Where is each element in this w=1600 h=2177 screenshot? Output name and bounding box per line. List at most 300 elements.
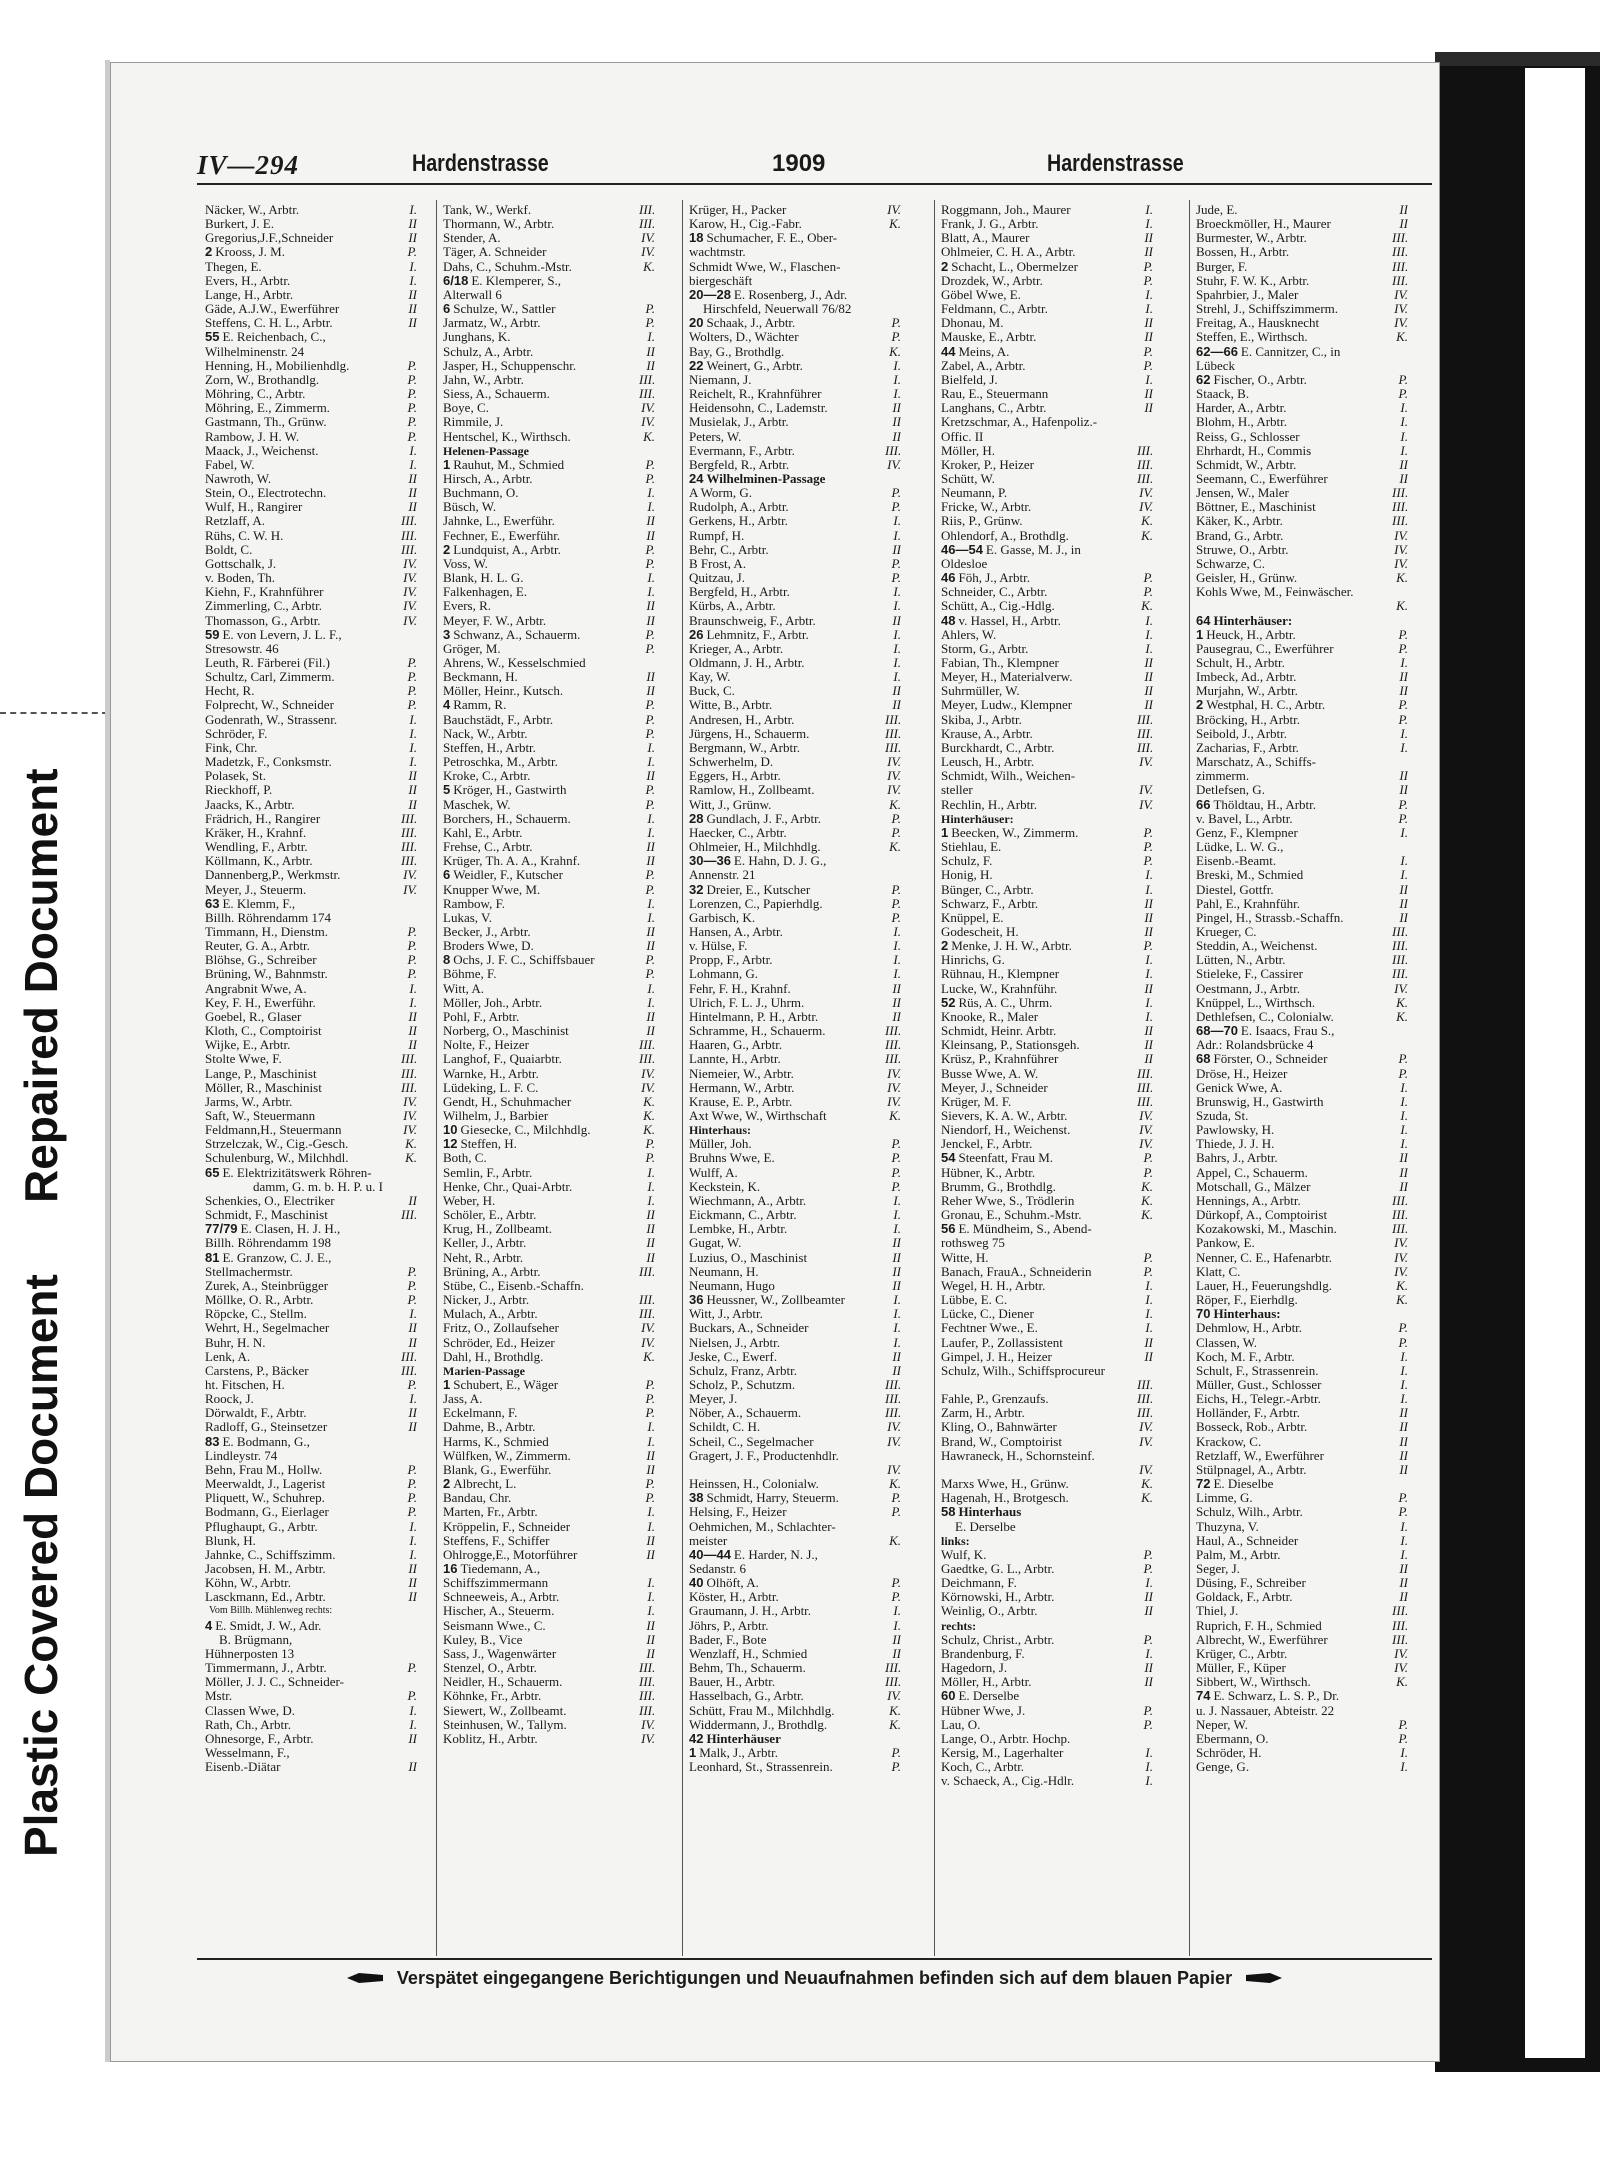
directory-entry <box>1196 1151 1408 1165</box>
floor-code: IV. <box>887 1419 901 1435</box>
entry-text: Musielak, J., Arbtr. <box>689 415 789 430</box>
directory-entry <box>1196 1435 1408 1449</box>
directory-entry <box>941 245 1153 259</box>
directory-entry <box>205 1562 417 1576</box>
floor-code: III. <box>401 1362 417 1378</box>
entry-text: Lannte, H., Arbtr. <box>689 1052 781 1067</box>
entry-text: Helenen-Passage <box>443 443 529 458</box>
floor-code: P. <box>1398 640 1408 656</box>
entry-text: Hübner, K., Arbtr. <box>941 1165 1036 1180</box>
entry-text: Burmester, W., Arbtr. <box>1196 231 1307 246</box>
floor-code: I. <box>409 1702 417 1718</box>
floor-code: I. <box>647 329 655 345</box>
floor-code: I. <box>893 1334 901 1350</box>
entry-text: Blohm, H., Arbtr. <box>1196 415 1288 430</box>
floor-code: II <box>408 485 417 501</box>
floor-code: I. <box>893 1221 901 1237</box>
directory-entry <box>941 401 1153 415</box>
floor-code: III. <box>1392 1221 1408 1237</box>
entry-text: Genz, F., Klempner <box>1196 825 1298 840</box>
floor-code: III. <box>401 1348 417 1364</box>
directory-entry <box>941 1010 1153 1024</box>
directory-entry <box>1196 1647 1408 1661</box>
entry-text: Jahnke, L., Ewerführ. <box>443 514 555 529</box>
floor-code: II <box>408 230 417 246</box>
directory-entry <box>205 1746 417 1760</box>
floor-code: II <box>408 1405 417 1421</box>
floor-code: I. <box>647 754 655 770</box>
directory-entry <box>1196 288 1408 302</box>
directory-entry <box>205 444 417 458</box>
directory-entry <box>941 1435 1153 1449</box>
entry-text: Schultz, Carl, Zimmerm. <box>205 670 335 685</box>
entry-text: Rau, E., Steuermann <box>941 387 1049 402</box>
directory-entry <box>205 868 417 882</box>
floor-code: I. <box>1145 371 1153 387</box>
floor-code: P. <box>891 570 901 586</box>
entry-text: Zimmerling, C., Arbtr. <box>205 599 322 614</box>
floor-code: II <box>646 1631 655 1647</box>
floor-code: K. <box>1396 994 1408 1010</box>
directory-entry <box>1196 1689 1408 1703</box>
directory-entry <box>689 1675 901 1689</box>
floor-code: II <box>1399 909 1408 925</box>
entry-text: Schulenburg, W., Milchhdl. <box>205 1151 349 1166</box>
directory-entry <box>443 614 655 628</box>
entry-text: E. Klemm, F., <box>222 896 296 911</box>
directory-entry <box>689 585 901 599</box>
entry-text: Leuth, R. Färberei (Fil.) <box>205 656 330 670</box>
entry-text: Krieger, A., Arbtr. <box>689 641 784 656</box>
entry-text: Schwerhelm, D. <box>689 755 774 770</box>
floor-code: II <box>646 513 655 529</box>
entry-text: Schröder, F. <box>205 726 268 741</box>
directory-entry <box>941 274 1153 288</box>
entry-text: Quitzau, J. <box>689 571 745 586</box>
entry-text: Eickmann, C., Arbtr. <box>689 1208 797 1223</box>
entry-text: Maschek, W. <box>443 797 511 812</box>
floor-code: IV. <box>403 598 417 614</box>
floor-code: I. <box>647 499 655 515</box>
entry-text: Saft, W., Steuermann <box>205 1109 316 1123</box>
entry-text: Jensen, W., Maler <box>1196 486 1289 501</box>
directory-entry <box>443 628 655 642</box>
entry-text: Adr.: Rolandsbrücke 4 <box>1196 1038 1314 1053</box>
directory-entry <box>941 1265 1153 1279</box>
directory-entry <box>205 925 417 939</box>
entry-text: Lucke, W., Krahnführ. <box>941 981 1058 996</box>
entry-text: Fabel, W. <box>205 457 255 472</box>
entry-text: Frehse, C., Arbtr. <box>443 840 533 855</box>
directory-entry <box>1196 543 1408 557</box>
entry-text: Polasek, St. <box>205 769 267 784</box>
floor-code: II <box>408 1192 417 1208</box>
entry-text: Hinterhäuser <box>706 1731 781 1746</box>
directory-entry <box>689 684 901 698</box>
entry-text: Rimmile, J. <box>443 415 504 430</box>
floor-code: IV. <box>1394 980 1408 996</box>
floor-code: II <box>408 1575 417 1591</box>
floor-code: K. <box>1396 1008 1408 1024</box>
directory-entry <box>689 288 901 302</box>
directory-entry <box>689 1236 901 1250</box>
directory-entry <box>941 1081 1153 1095</box>
entry-text: Koch, C., Arbtr. <box>941 1760 1025 1775</box>
floor-code: III. <box>1392 1603 1408 1619</box>
entry-text: Gragert, J. F., Productenhdlr. <box>689 1448 839 1463</box>
entry-text: Ohlendorf, A., Brothdlg. <box>941 528 1069 543</box>
floor-code: P. <box>1398 371 1408 387</box>
entry-text: Lundquist, A., Arbtr. <box>453 542 561 557</box>
directory-entry <box>443 854 655 868</box>
entry-text: Möller, Heinr., Kutsch. <box>443 684 564 699</box>
entry-text: Strzelczak, W., Cig.-Gesch. <box>205 1137 349 1152</box>
house-number: 2 <box>205 244 213 260</box>
directory-entry <box>1196 1166 1408 1180</box>
entry-text: Fritz, O., Zollaufseher <box>443 1321 559 1336</box>
floor-code: I. <box>647 1575 655 1591</box>
entry-text: Leusch, H., Arbtr. <box>941 755 1035 770</box>
directory-entry <box>443 1293 655 1307</box>
floor-code: II <box>408 499 417 515</box>
directory-entry <box>205 1194 417 1208</box>
entry-text: Lau, O. <box>941 1717 981 1732</box>
floor-code: IV. <box>1394 527 1408 543</box>
floor-code: II <box>646 669 655 685</box>
floor-code: IV. <box>403 612 417 628</box>
entry-text: Köhn, W., Arbtr. <box>205 1576 291 1591</box>
floor-code: P. <box>891 499 901 515</box>
directory-entry <box>689 245 901 259</box>
entry-text: Meyer, Ludw., Klempner <box>941 698 1073 713</box>
entry-text: Wenzlaff, H., Schmied <box>689 1646 808 1661</box>
house-number: 77/79 <box>205 1221 238 1237</box>
directory-entry <box>941 1647 1153 1661</box>
directory-entry <box>443 783 655 797</box>
entry-text: Fink, Chr. <box>205 740 258 755</box>
directory-entry <box>443 642 655 656</box>
directory-entry <box>443 1463 655 1477</box>
entry-text: Förster, O., Schneider <box>1213 1052 1328 1067</box>
directory-entry <box>689 1265 901 1279</box>
entry-text: Bielfeld, J. <box>941 372 998 387</box>
directory-entry <box>1196 1392 1408 1406</box>
directory-entry <box>689 345 901 359</box>
directory-entry <box>205 656 417 670</box>
floor-code: II <box>1144 683 1153 699</box>
entry-text: Gottschalk, J. <box>205 556 277 571</box>
floor-code: IV. <box>403 584 417 600</box>
floor-code: II <box>408 768 417 784</box>
floor-code: I. <box>647 994 655 1010</box>
directory-entry <box>1196 345 1408 359</box>
entry-text: Nawroth, W. <box>205 471 272 486</box>
entry-text: Haecker, C., Arbtr. <box>689 825 787 840</box>
directory-entry <box>205 599 417 613</box>
floor-code: I. <box>893 1306 901 1322</box>
entry-text: Brüning, W., Bahnmstr. <box>205 967 328 982</box>
directory-entry <box>689 1081 901 1095</box>
directory-entry <box>205 1647 417 1661</box>
entry-text: Bader, F., Bote <box>689 1632 767 1647</box>
entry-text: Rauhut, M., Schmied <box>453 457 565 472</box>
directory-entry <box>205 316 417 330</box>
floor-code: I. <box>647 1504 655 1520</box>
entry-text: Gröger, M. <box>443 641 501 656</box>
floor-code: II <box>408 1419 417 1435</box>
entry-text: Möller, H. <box>941 443 995 458</box>
directory-entry <box>443 1562 655 1576</box>
directory-entry <box>689 1647 901 1661</box>
entry-text: Wulf, H., Rangirer <box>205 500 303 515</box>
entry-text: Hinterhaus <box>958 1505 1022 1520</box>
entry-text: Hagenah, H., Brotgesch. <box>941 1491 1069 1506</box>
entry-text: Hasselbach, G., Arbtr. <box>689 1689 804 1704</box>
directory-entry <box>443 1180 655 1194</box>
entry-text: Thiede, J. J. H. <box>1196 1137 1275 1152</box>
floor-code: P. <box>1143 258 1153 274</box>
floor-code: I. <box>1145 1306 1153 1322</box>
directory-entry <box>941 203 1153 217</box>
entry-text: Gundlach, J. F., Arbtr. <box>706 811 821 826</box>
floor-code: K. <box>1396 1292 1408 1308</box>
floor-code: P. <box>407 938 417 954</box>
floor-code: P. <box>1143 1249 1153 1265</box>
entry-text: Warnke, H., Arbtr. <box>443 1066 539 1081</box>
floor-code: I. <box>1400 414 1408 430</box>
floor-code: II <box>1399 768 1408 784</box>
floor-code: K. <box>1141 1490 1153 1506</box>
entry-text: Hinterhaus: <box>1213 1307 1281 1322</box>
floor-code: P. <box>891 1136 901 1152</box>
entry-text: Kling, O., Bahnwärter <box>941 1420 1057 1435</box>
directory-entry <box>205 883 417 897</box>
directory-entry <box>443 1265 655 1279</box>
entry-text: Ulrich, F. L. J., Uhrm. <box>689 995 805 1010</box>
floor-code: II <box>646 1645 655 1661</box>
directory-entry <box>443 755 655 769</box>
floor-code: I. <box>893 527 901 543</box>
directory-entry <box>1196 1180 1408 1194</box>
floor-code: I. <box>409 442 417 458</box>
directory-entry <box>941 1279 1153 1293</box>
directory-entry <box>443 1661 655 1675</box>
house-number: 1 <box>443 1376 451 1392</box>
floor-code: P. <box>645 555 655 571</box>
house-number: 4 <box>443 697 451 713</box>
entry-text: Burkert, J. E. <box>205 217 274 232</box>
floor-code: II <box>1144 1051 1153 1067</box>
floor-code: III. <box>639 203 655 217</box>
entry-text: Nielsen, J., Arbtr. <box>689 1335 780 1350</box>
entry-text: Neidler, H., Schauerm. <box>443 1675 563 1690</box>
directory-entry <box>1196 1548 1408 1562</box>
directory-entry <box>1196 316 1408 330</box>
entry-text: Steffen, H. <box>460 1137 517 1152</box>
floor-code: II <box>408 1334 417 1350</box>
entry-text: Henning, H., Mobilienhdlg. <box>205 358 350 373</box>
floor-code: II <box>1144 895 1153 911</box>
entry-text: Palm, M., Arbtr. <box>1196 1547 1281 1562</box>
entry-text: Wesselmann, F., <box>205 1746 290 1761</box>
floor-code: I. <box>1400 739 1408 755</box>
footer-rule <box>197 1958 1432 1960</box>
directory-entry <box>205 1590 417 1604</box>
floor-code: III. <box>885 1376 901 1392</box>
directory-entry <box>205 1619 417 1633</box>
floor-code: I. <box>1145 1745 1153 1761</box>
plastic-covered-label: Plastic Covered Document <box>15 1274 67 1857</box>
directory-entry <box>689 1689 901 1703</box>
street-name-left: Hardenstrasse <box>412 150 549 177</box>
floor-code: P. <box>407 655 417 670</box>
entry-text: Lübbe, E. C. <box>941 1293 1008 1308</box>
floor-code: P. <box>407 669 417 685</box>
floor-code: II <box>1399 1150 1408 1166</box>
floor-code: III. <box>1392 923 1408 939</box>
directory-entry <box>1196 557 1408 571</box>
directory-entry <box>1196 444 1408 458</box>
floor-code: II <box>646 357 655 373</box>
directory-entry <box>205 755 417 769</box>
house-number: 1 <box>941 824 949 840</box>
floor-code: K. <box>889 1476 901 1492</box>
directory-entry <box>205 1435 417 1449</box>
directory-entry <box>443 543 655 557</box>
directory-entry <box>1196 1732 1408 1746</box>
floor-code: P. <box>645 315 655 331</box>
column-divider <box>1189 200 1190 1956</box>
entry-text: rothsweg 75 <box>941 1236 1005 1251</box>
entry-text: Hinterhaus: <box>689 1123 752 1138</box>
directory-entry <box>205 557 417 571</box>
entry-text: Kahl, E., Arbtr. <box>443 825 523 840</box>
floor-code: K. <box>1141 527 1153 543</box>
floor-code: III. <box>885 1037 901 1053</box>
floor-code: III. <box>639 1674 655 1690</box>
directory-entry <box>1196 1449 1408 1463</box>
directory-entry <box>1196 585 1408 599</box>
floor-code: P. <box>645 1490 655 1506</box>
directory-entry <box>689 897 901 911</box>
entry-text: Stiehlau, E. <box>941 840 1002 855</box>
directory-entry <box>689 741 901 755</box>
directory-entry <box>689 1491 901 1505</box>
floor-code: II <box>1399 1589 1408 1605</box>
floor-code: III. <box>639 1702 655 1718</box>
entry-text: Holländer, F., Arbtr. <box>1196 1406 1300 1421</box>
directory-entry <box>205 628 417 642</box>
entry-text: Stieleke, F., Cassirer <box>1196 967 1303 982</box>
directory-entry <box>1196 274 1408 288</box>
entry-text: Siess, A., Schauerm. <box>443 387 550 402</box>
entry-text: Schmidt Wwe, W., Flaschen- <box>689 259 841 274</box>
floor-code: III. <box>639 1051 655 1067</box>
entry-text: Hecht, R. <box>205 684 255 699</box>
entry-text: Ohnesorge, F., Arbtr. <box>205 1731 314 1746</box>
floor-code: II <box>408 1037 417 1053</box>
entry-text: E. Bodmann, G., <box>222 1434 310 1449</box>
entry-text: Bauchstädt, F., Arbtr. <box>443 712 554 727</box>
floor-code: I. <box>893 584 901 600</box>
floor-code: I. <box>1400 1518 1408 1534</box>
directory-entry <box>689 1420 901 1434</box>
entry-text: Körnowski, H., Arbtr. <box>941 1590 1055 1605</box>
entry-text: Buck, C. <box>689 684 735 699</box>
directory-entry <box>1196 1520 1408 1534</box>
floor-code: I. <box>1400 1362 1408 1378</box>
floor-code: P. <box>1398 1730 1408 1746</box>
house-number: 40—44 <box>689 1546 731 1562</box>
entry-text: Eisenb.-Beamt. <box>1196 854 1277 869</box>
directory-entry <box>689 656 901 670</box>
floor-code: IV. <box>1394 1263 1408 1279</box>
directory-entry <box>1196 1236 1408 1250</box>
entry-text: Hentschel, K., Wirthsch. <box>443 429 571 444</box>
directory-entry <box>1196 670 1408 684</box>
directory-entry <box>941 967 1153 981</box>
floor-code: I. <box>1145 881 1153 897</box>
directory-entry <box>205 1109 417 1123</box>
entry-text: Hischer, A., Steuerm. <box>443 1604 555 1619</box>
entry-text: Lauer, H., Feuerungshdlg. <box>1196 1278 1332 1293</box>
directory-entry <box>205 1067 417 1081</box>
entry-text: Dröse, H., Heizer <box>1196 1066 1288 1081</box>
entry-text: Hennings, A., Arbtr. <box>1196 1193 1301 1208</box>
floor-code: I. <box>893 1207 901 1223</box>
directory-entry <box>689 486 901 500</box>
entry-text: E. Reichenbach, C., <box>222 330 326 345</box>
entry-text: Haaren, G., Arbtr. <box>689 1038 783 1053</box>
section-heading <box>941 812 1153 826</box>
directory-entry <box>689 557 901 571</box>
directory-entry <box>941 529 1153 543</box>
house-number: 12 <box>443 1136 458 1152</box>
entry-text: Schiffszimmermann <box>443 1576 549 1591</box>
directory-entry <box>443 514 655 528</box>
directory-entry <box>689 812 901 826</box>
entry-text: Schwarz, F., Arbtr. <box>941 896 1039 911</box>
entry-text: Schulz, F. <box>941 854 993 869</box>
entry-text: Dahme, B., Arbtr. <box>443 1420 536 1435</box>
floor-code: III. <box>639 216 655 232</box>
entry-text: Struwe, O., Arbtr. <box>1196 542 1289 557</box>
directory-entry <box>941 783 1153 797</box>
floor-code: IV. <box>403 867 417 883</box>
entry-text: Krause, E. P., Arbtr. <box>689 1094 793 1109</box>
directory-entry <box>689 1137 901 1151</box>
entry-text: Steffen, H., Arbtr. <box>443 740 536 755</box>
directory-entry <box>205 854 417 868</box>
entry-text: E. Harder, N. J., <box>733 1547 818 1562</box>
directory-entry <box>1196 1760 1408 1774</box>
floor-code: P. <box>891 329 901 345</box>
directory-entry <box>205 1505 417 1519</box>
directory-entry <box>205 1378 417 1392</box>
floor-code: I. <box>647 1419 655 1435</box>
floor-code: P. <box>645 470 655 486</box>
floor-code: II <box>1144 1660 1153 1676</box>
directory-entry <box>205 727 417 741</box>
entry-text: damm, G. m. b. H. P. u. I <box>253 1179 383 1194</box>
floor-code: II <box>1399 470 1408 486</box>
entry-text: Schumacher, F. E., Ober- <box>706 231 838 246</box>
floor-code: III. <box>401 853 417 869</box>
directory-entry <box>941 217 1153 231</box>
entry-text: Retzlaff, W., Ewerführer <box>1196 1448 1324 1463</box>
entry-text: v. Hülse, F. <box>689 939 748 954</box>
entry-text: Bodmann, G., Eierlager <box>205 1505 329 1520</box>
